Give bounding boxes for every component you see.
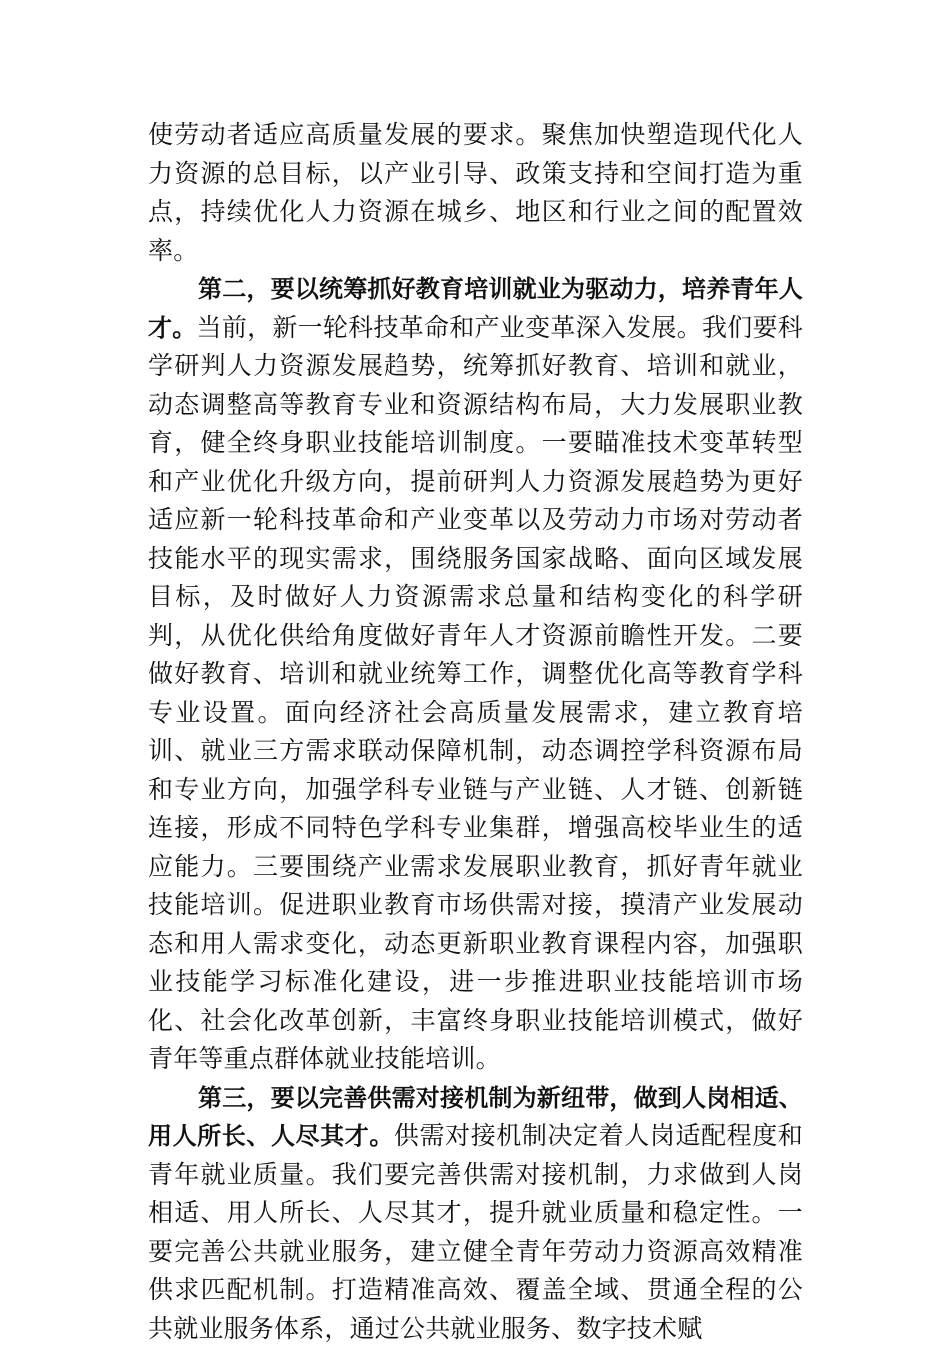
paragraph-1-text: 使劳动者适应高质量发展的要求。聚焦加快塑造现代化人力资源的总目标，以产业引导、政策支持和空间打造为重点，持续优化人力资源在城乡、地区和行业之间的配置效率。 — [148, 120, 803, 265]
paragraph-2-text: 当前，新一轮科技革命和产业变革深入发展。我们要科学研判人力资源发展趋势，统筹抓好教育、培训和就业，动态调整高等教育专业和资源结构布局，大力发展职业教育，健全终身职业技能培训制度。一要瞄准技术变革转型和产业优化升级方向，提前研判人力资源发展趋势为更好适应新一轮科技革命和产业变革以及劳动力市场对劳动者技能水平的现实需求，围绕服务国家战略、面向区域发展目标，及时做好人力资源需求总量和结构变化的科学研判，从优化供给角度做好青年人才资源前瞻性开发。二要做好教育、培训和就业统筹工作，调整优化高等教育学科专业设置。面向经济社会高质量发展需求，建立教育培训、就业三方需求联动保障机制，动态调控学科资源布局和专业方向，加强学科专业链与产业链、人才链、创新链连接，形成不同特色学科专业集群，增强高校毕业生的适应能力。三要围绕产业需求发展职业教育，抓好青年就业技能培训。促进职业教育市场供需对接，摸清产业发展动态和用人需求变化，动态更新职业教育课程内容，加强职业技能学习标准化建设，进一步推进职业技能培训市场化、社会化改革创新，丰富终身职业技能培训模式，做好青年等重点群体就业技能培训。 — [148, 313, 803, 1074]
paragraph-2-heading: 第二，要以统筹抓好教育培训就业为驱动力，培养青年人才。 — [148, 275, 803, 342]
paragraph-3-heading: 第三，要以完善供需对接机制为新纽带，做到人岗相适、用人所长、人尽其才。 — [148, 1084, 803, 1151]
paragraph-3 — [148, 1079, 803, 1348]
paragraph-2 — [148, 270, 803, 1079]
paragraph-3-text: 供需对接机制决定着人岗适配程度和青年就业质量。我们要完善供需对接机制，力求做到人岗相适、用人所长、人尽其才，提升就业质量和稳定性。一要完善公共就业服务，建立健全青年劳动力资源高效精准供求匹配机制。打造精准高效、覆盖全域、贯通全程的公共就业服务体系，通过公共就业服务、数字技术赋 — [148, 1121, 803, 1343]
document-body — [148, 116, 803, 1348]
paragraph-1 — [148, 116, 803, 270]
